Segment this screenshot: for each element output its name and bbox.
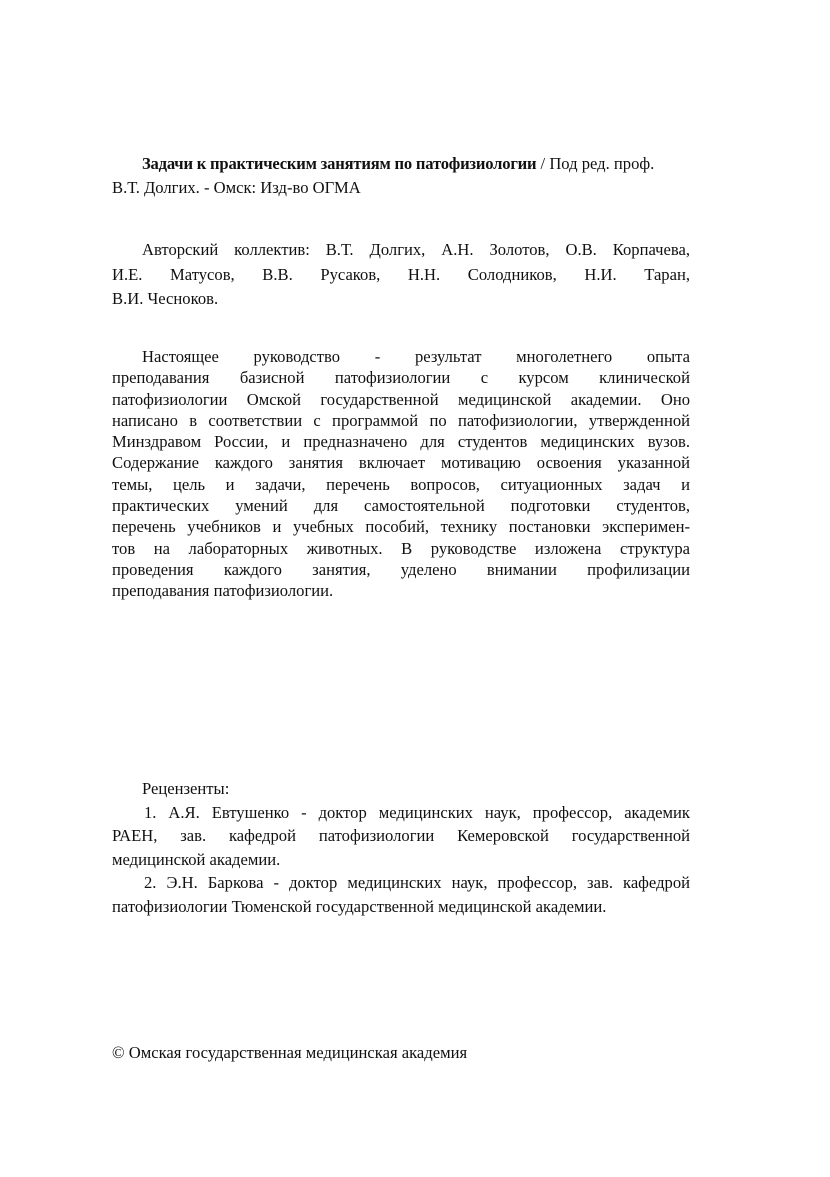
abstract-line: тов на лабораторных животных. В руководстве изложена структура [112,538,690,558]
abstract-line: преподавания базисной патофизиологии с курсом клинической [112,368,690,388]
reviewer-1-line: РАЕН, зав. кафедрой патофизиологии Кемеровской государственной [112,826,690,845]
authors-line: Авторский коллектив: В.Т. Долгих, А.Н. Золотов, О.В. Корпачева, [142,240,690,259]
reviewers-heading: Рецензенты: [142,779,230,798]
title-line-1 [112,152,690,176]
book-editor: / Под ред. проф. [536,154,655,173]
abstract-line: темы, цель и задачи, перечень вопросов, ситуационных задач и [112,474,690,494]
reviewer-1-line: медицинской академии. [112,849,281,869]
abstract-line: Содержание каждого занятия включает мотивацию освоения указанной [112,453,690,473]
abstract-line: перечень учебников и учебных пособий, технику постановки эксперимен- [112,517,690,537]
reviewer-2-line: патофизиологии Тюменской государственной медицинской академии. [112,896,607,916]
authors-paragraph [112,238,690,312]
abstract-line: проведения каждого занятия, уделено внимании профилизации [112,559,690,579]
abstract-line: написано в соответствии с программой по патофизиологии, утвержденной [112,410,690,430]
abstract-line: преподавания патофизиологии. [112,581,334,601]
bibliographic-title [112,152,690,200]
abstract-line: патофизиологии Омской государственной медицинской академии. Оно [112,389,690,409]
reviewer-1-line: 1. А.Я. Евтушенко - доктор медицинских наук, профессор, академик [144,802,690,822]
reviewer-2-line: 2. Э.Н. Баркова - доктор медицинских наук, профессор, зав. кафедрой [144,873,690,892]
copyright-notice: © Омская государственная медицинская академия [112,1043,468,1062]
abstract-line: Минздравом России, и предназначено для студентов медицинских вузов. [112,432,690,452]
authors-line: В.И. Чесноков. [112,289,219,308]
title-line-2: В.Т. Долгих. - Омск: Изд-во ОГМА [112,178,361,197]
authors-line: И.Е. Матусов, В.В. Русаков, Н.Н. Солодников, Н.И. Таран, [112,264,690,284]
reviewers-section [112,777,690,918]
abstract-line: практических умений для самостоятельной подготовки студентов, [112,496,690,516]
abstract-line: Настоящее руководство - результат многолетнего опыта [142,347,690,366]
abstract-paragraph [112,346,690,602]
book-title: Задачи к практическим занятиям по патофизиологии [142,154,537,173]
